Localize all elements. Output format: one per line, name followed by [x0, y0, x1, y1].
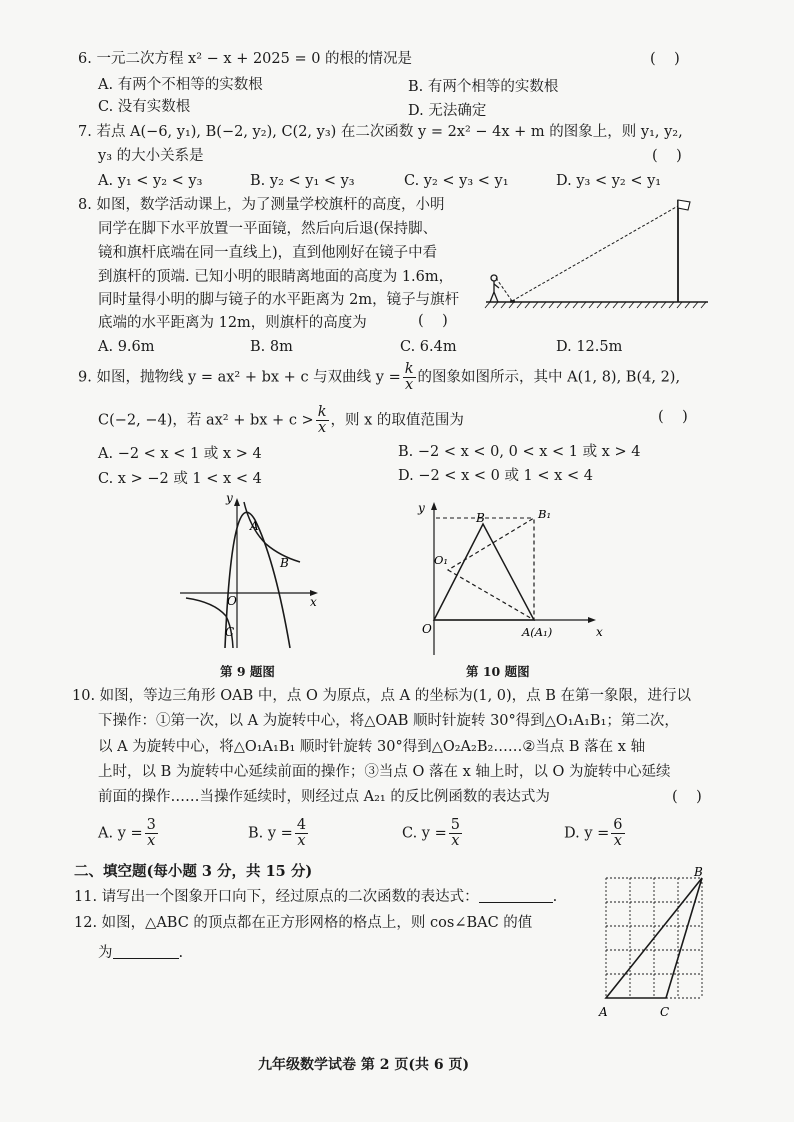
q7-line1: 7. 若点 A(−6, y₁), B(−2, y₂), C(2, y₃) 在二次函数 y = 2x² − 4x + m 的图象上，则 y₁, y₂, [78, 124, 683, 140]
person-icon [490, 275, 499, 302]
q6-option-b: B. 有两个相等的实数根 [408, 79, 559, 95]
q10-option-d-frac: $\frac{6}{x}$ [613, 817, 623, 850]
triangle-o1a1b1 [448, 518, 534, 620]
q11-answer-blank[interactable] [479, 888, 553, 903]
fig10-b-label: B [476, 511, 485, 525]
q9-option-d: D. −2 < x < 0 或 1 < x < 4 [398, 468, 593, 484]
q6-option-d: D. 无法确定 [408, 103, 487, 119]
fig12-point-c-label: C [660, 1005, 670, 1019]
section-2-title: 二、填空题(每小题 3 分，共 15 分) [74, 863, 313, 880]
fig10-b1-label: B₁ [538, 507, 552, 521]
q10-line3: 以 A 为旋转中心，将△O₁A₁B₁ 顺时针旋转 30°得到△O₂A₂B₂……②当点 B 落在 x 轴 [98, 739, 646, 755]
q10-line1: 10. 如图，等边三角形 OAB 中，点 O 为原点，点 A 的坐标为(1, 0)，点 B 在第一象限，进行以 [72, 688, 692, 704]
q9-line2-b: ，则 x 的取值范围为 [330, 412, 464, 429]
q9-line2 [98, 405, 464, 436]
page-footer: 九年级数学试卷 第 2 页(共 6 页) [258, 1057, 470, 1073]
figure-10-caption: 第 10 题图 [466, 664, 530, 679]
figure-9 [170, 490, 330, 665]
q12-answer-blank[interactable] [113, 944, 179, 959]
triangle-oab [434, 524, 534, 620]
q9-frac-kx-2: $\frac{k}{x}$ [317, 404, 327, 437]
q10-line4: 上时，以 B 为旋转中心延续前面的操作；③当点 O 落在 x 轴上时，以 O 为旋转中心延续 [98, 764, 671, 780]
fig9-origin-label: O [227, 594, 237, 608]
q8-answer-paren: ( ) [418, 313, 448, 329]
ground-hatching [485, 302, 706, 308]
q9-line2-a: C(−2, −4)，若 ax² + bx + c > [98, 412, 314, 429]
fig10-y-label: y [418, 501, 425, 515]
fig10-o1-label: O₁ [434, 553, 449, 567]
fig12-point-b-label: B [694, 865, 703, 879]
q8-line3: 镜和旗杆底端在同一直线上)，直到他刚好在镜子中看 [98, 245, 438, 261]
q10-option-b-frac: $\frac{4}{x}$ [296, 817, 307, 850]
y-axis-arrow-icon [431, 502, 437, 510]
q8-line2: 同学在脚下水平放置一平面镜，然后向后退(保持脚、 [98, 221, 438, 237]
q10-option-b: B. y = $\frac{4}{x}$ [248, 817, 307, 850]
q8-line6: 底端的水平距离为 12m，则旗杆的高度为 [98, 315, 367, 331]
q9-option-a: A. −2 < x < 1 或 x > 4 [98, 446, 262, 462]
q7-line2: y₃ 的大小关系是 [98, 148, 204, 164]
q9-frac-kx-1: $\frac{k}{x}$ [404, 361, 414, 394]
q10-option-a-frac: $\frac{3}{x}$ [146, 817, 156, 850]
q6-option-c: C. 没有实数根 [98, 99, 191, 115]
q8-option-d: D. 12.5m [556, 339, 623, 355]
fig9-x-label: x [310, 595, 317, 609]
q7-option-c: C. y₂ < y₃ < y₁ [404, 173, 509, 189]
q10-option-a: A. y = $\frac{3}{x}$ [98, 817, 156, 850]
q9-option-b: B. −2 < x < 0, 0 < x < 1 或 x > 4 [398, 444, 641, 460]
x-axis-arrow-icon [588, 617, 596, 623]
q10-line2: 下操作：①第一次，以 A 为旋转中心，将△OAB 顺时针旋转 30°得到△O₁A₁B₁；第二次， [98, 713, 679, 729]
q10-answer-paren: ( ) [672, 789, 702, 805]
fig10-origin-label: O [422, 622, 432, 636]
eye-to-mirror-ray [496, 278, 512, 301]
q6-answer-paren: ( ) [650, 51, 680, 67]
flag-icon [678, 200, 690, 210]
q7-option-b: B. y₂ < y₁ < y₃ [250, 173, 355, 189]
fig12-point-a-label: A [599, 1005, 608, 1019]
q6-stem: 6. 一元二次方程 x² − x + 2025 = 0 的根的情况是 [78, 51, 413, 67]
q9-option-c: C. x > −2 或 1 < x < 4 [98, 471, 262, 487]
fig9-y-label: y [226, 491, 233, 505]
q9-answer-paren: ( ) [658, 409, 688, 425]
figure-10 [398, 490, 610, 665]
fig9-point-c-label: C [225, 625, 235, 639]
fig10-x-label: x [596, 625, 603, 639]
q9-line1-b: 的图象如图所示，其中 A(1, 8), B(4, 2), [417, 369, 681, 386]
q12-line2: 为 . [98, 945, 184, 961]
q8-option-a: A. 9.6m [98, 339, 155, 355]
q9-line1 [78, 362, 680, 393]
q10-option-d: D. y = $\frac{6}{x}$ [564, 817, 623, 850]
fig10-a-label: A(A₁) [522, 625, 553, 639]
q9-line1-a: 9. 如图，抛物线 y = ax² + bx + c 与双曲线 y = [78, 369, 401, 386]
q10-option-c: C. y = $\frac{5}{x}$ [402, 817, 460, 850]
mirror-to-flag-ray [512, 206, 678, 301]
q8-option-c: C. 6.4m [400, 339, 457, 355]
q12-line1: 12. 如图，△ABC 的顶点都在正方形网格的格点上，则 cos∠BAC 的值 [74, 915, 533, 931]
y-axis-arrow-icon [234, 498, 240, 506]
q8-line5: 同时量得小明的脚与镜子的水平距离为 2m，镜子与旗杆 [98, 292, 460, 308]
q7-option-d: D. y₃ < y₂ < y₁ [556, 173, 662, 189]
flagpole-figure [482, 192, 712, 316]
q11-text: 11. 请写出一个图象开口向下，经过原点的二次函数的表达式： . [74, 889, 558, 905]
q10-option-c-frac: $\frac{5}{x}$ [450, 817, 460, 850]
fig9-point-b-label: B [280, 556, 289, 570]
fig9-point-a-label: A [250, 519, 259, 533]
q7-option-a: A. y₁ < y₂ < y₃ [98, 173, 203, 189]
figure-9-caption: 第 9 题图 [220, 664, 275, 679]
figure-12-grid [596, 864, 712, 1026]
q6-option-a: A. 有两个不相等的实数根 [98, 77, 263, 93]
q8-line4: 到旗杆的顶端. 已知小明的眼睛离地面的高度为 1.6m， [98, 269, 454, 285]
q10-line5: 前面的操作……当操作延续时，则经过点 A₂₁ 的反比例函数的表达式为 [98, 789, 550, 805]
q8-line1: 8. 如图，数学活动课上，为了测量学校旗杆的高度，小明 [78, 197, 445, 213]
q7-answer-paren: ( ) [652, 148, 682, 164]
q8-option-b: B. 8m [250, 339, 293, 355]
